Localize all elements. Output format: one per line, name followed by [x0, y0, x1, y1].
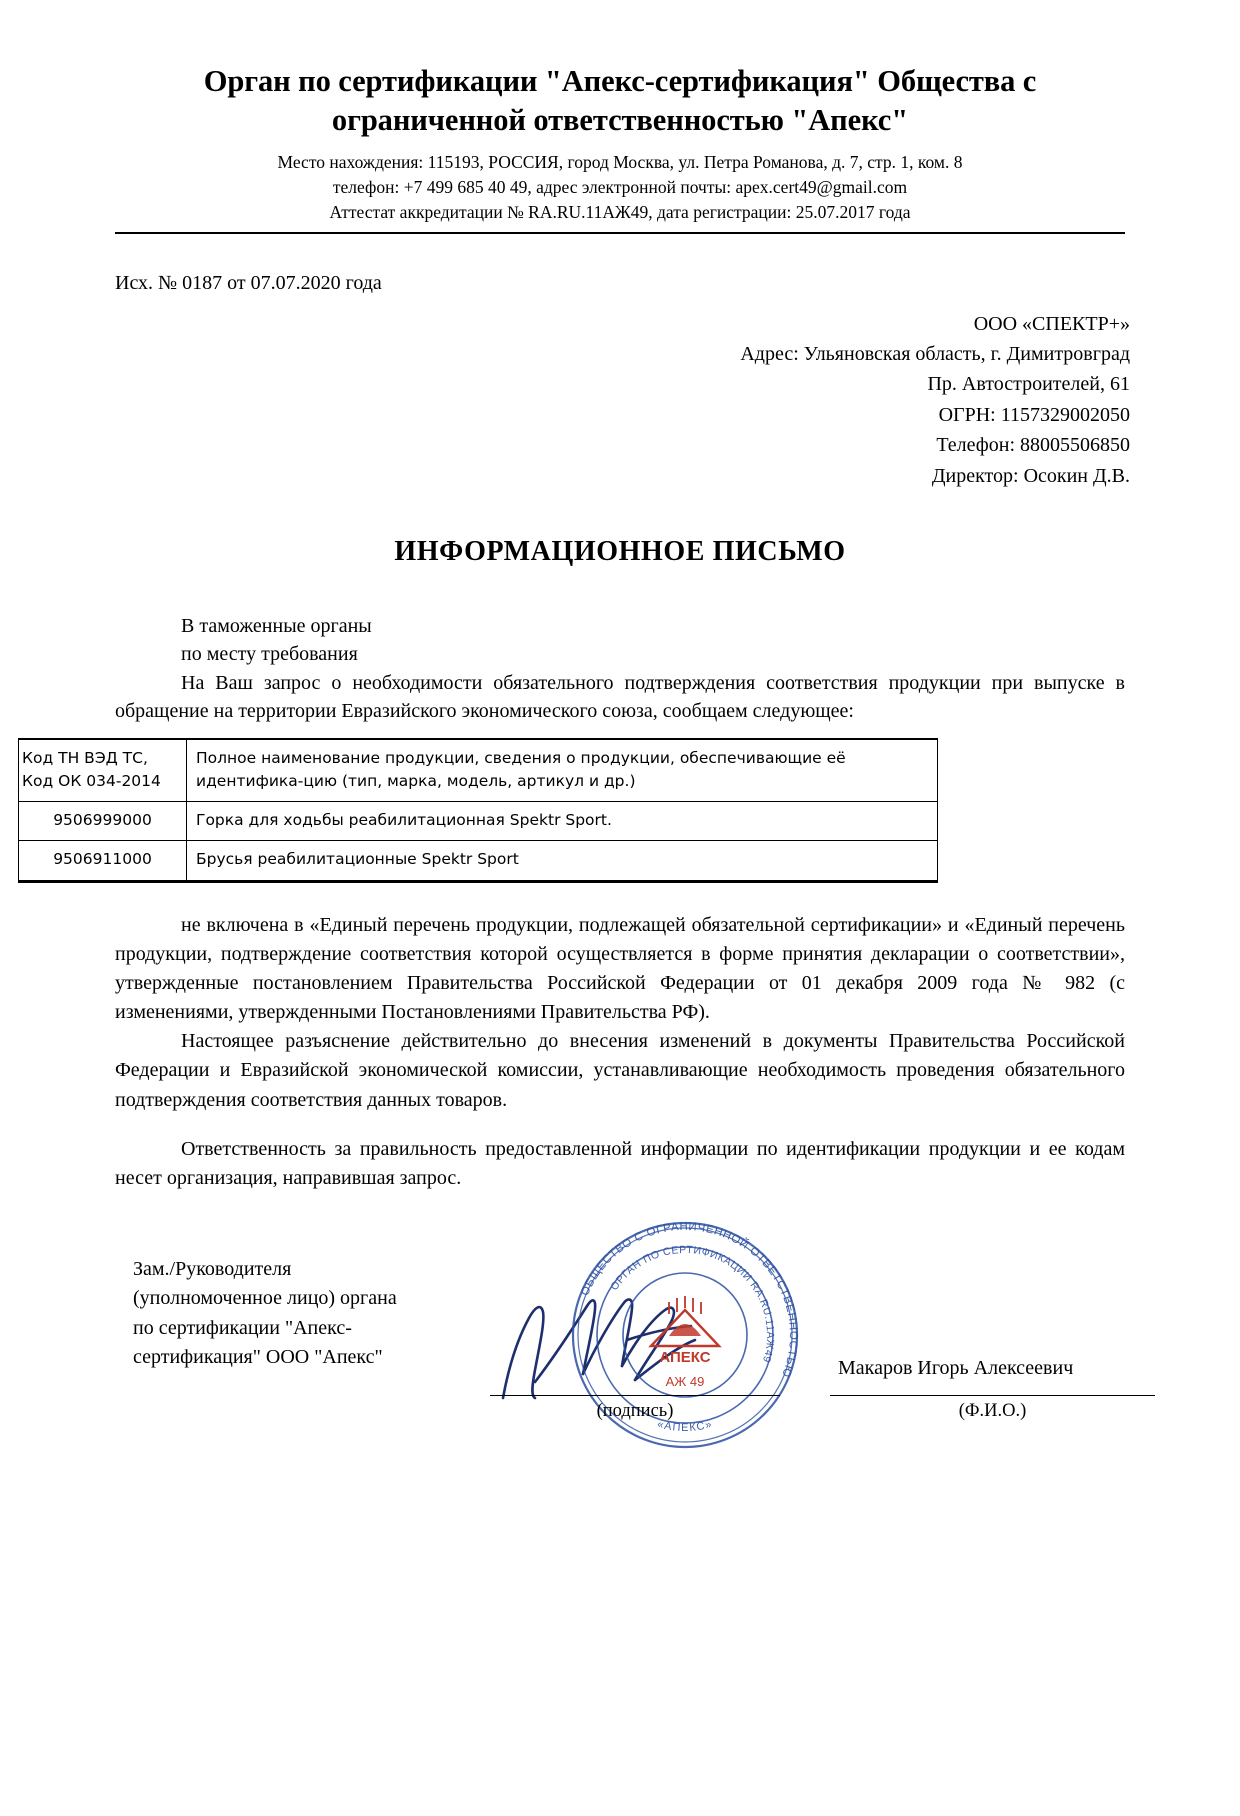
organization-address: Место нахождения: 115193, РОССИЯ, город Москва, ул. Петра Романова, д. 7, стр. 1, ком. 8: [277, 152, 963, 173]
table-bottom-rule: [18, 881, 938, 883]
body-paragraph-1: не включена в «Единый перечень продукции, подлежащей обязательной сертификации» и «Единый перечень продукции, подтверждение соответствия которой осуществляется в форме принятия декларации о соответствии», утвержденные постановлением Правительства Российской Федерации от 01 декабря 2009 года № 982 (с изменениями, утвержденными Постановлениями Правительства РФ).: [115, 913, 1125, 1024]
table-header-row: [19, 739, 938, 802]
organization-accreditation: Аттестат аккредитации № RA.RU.11АЖ49, дата регистрации: 25.07.2017 года: [329, 201, 911, 222]
svg-text:ОБЩЕСТВО С ОГРАНИЧЕННОЙ ОТВЕТС: ОБЩЕСТВО С ОГРАНИЧЕННОЙ ОТВЕТСТВЕННОСТЬЮ: [579, 1221, 800, 1380]
signature-rule-left: [490, 1395, 780, 1396]
body-paragraph-3: Ответственность за правильность предоставленной информации по идентификации продукции и ее кодам несет организация, направившая запрос.: [115, 1137, 1125, 1189]
intro-paragraph: На Ваш запрос о необходимости обязательного подтверждения соответствия продукции при выпуске в обращение на территории Евразийского экономического союза, сообщаем следующее:: [115, 671, 1125, 723]
signature-caption: (подпись): [596, 1401, 674, 1422]
product-table: [18, 738, 938, 881]
signatory-role: [133, 1255, 397, 1372]
body-paragraph-2: Настоящее разъяснение действительно до внесения изменений в документы Правительства Российской Федерации и Евразийской экономической комиссии, устанавливающие необходимость проведения обязательного подтверждения соответствия данных товаров.: [115, 1030, 1125, 1111]
table-cell-code: 9506999000: [19, 802, 187, 841]
signatory-role-line-3: по сертификации "Апекс-: [133, 1316, 352, 1339]
table-header-code: [19, 739, 187, 802]
letterhead: [115, 62, 1125, 234]
organization-title: Орган по сертификации "Апекс-сертификация" Общества с ограниченной ответственностью "Апекс": [203, 64, 1037, 138]
signature-rule-right: [830, 1395, 1155, 1396]
signatory-role-line-2: (уполномоченное лицо) органа: [133, 1287, 397, 1310]
organization-contacts: [115, 150, 1125, 225]
table-header-desc-line1: Полное наименование продукции, сведения о продукции, обеспечивающие её: [196, 748, 846, 767]
table-cell-desc: Горка для ходьбы реабилитационная Spektr Sport.: [187, 802, 938, 841]
addressee-org: ООО «СПЕКТР+»: [973, 312, 1130, 335]
svg-text:ОРГАН ПО СЕРТИФИКАЦИИ RA.RU.1: ОРГАН ПО СЕРТИФИКАЦИИ RA.RU.11АЖ49: [608, 1244, 777, 1365]
addressee-ogrn: ОГРН: 1157329002050: [938, 403, 1130, 426]
intro-block: [115, 612, 1125, 726]
svg-text:АЖ 49: АЖ 49: [665, 1374, 705, 1390]
addressee-phone: Телефон: 88005506850: [936, 434, 1130, 457]
table-header-desc: [187, 739, 938, 802]
table-header-code-line2: Код ОК 034-2014: [22, 771, 161, 790]
addressee-street: Пр. Автостроителей, 61: [927, 373, 1130, 396]
table-header-desc-line2: идентифика-цию (тип, марка, модель, артикул и др.): [196, 771, 636, 790]
paragraph-spacer: [115, 1115, 1125, 1135]
table-cell-code: 9506911000: [19, 841, 187, 880]
signature-area: [0, 1221, 1240, 1495]
header-divider: [115, 232, 1125, 234]
addressee-address: Адрес: Ульяновская область, г. Димитровград: [740, 342, 1130, 365]
official-stamp-icon: [560, 1210, 810, 1460]
table-row: [19, 802, 938, 841]
document-title: ИНФОРМАЦИОННОЕ ПИСЬМО: [394, 535, 846, 567]
table-row: [19, 841, 938, 880]
intro-line-2: по месту требования: [181, 643, 358, 666]
intro-line-1: В таможенные органы: [181, 614, 372, 637]
addressee-director: Директор: Осокин Д.В.: [931, 464, 1130, 487]
outgoing-number: Исх. № 0187 от 07.07.2020 года: [115, 271, 382, 294]
fio-caption: (Ф.И.О.): [958, 1401, 1027, 1422]
table-cell-desc: Брусья реабилитационные Spektr Sport: [187, 841, 938, 880]
body-block: [115, 911, 1125, 1194]
svg-text:АПЕКС: АПЕКС: [659, 1349, 711, 1367]
organization-phone-email: телефон: +7 499 685 40 49, адрес электронной почты: apex.cert49@gmail.com: [332, 176, 908, 197]
signatory-name: Макаров Игорь Алексеевич: [838, 1357, 1074, 1380]
signatory-role-line-4: сертификация" ООО "Апекс": [133, 1345, 383, 1368]
addressee-block: [0, 309, 1130, 491]
document-page: [0, 62, 1240, 1816]
svg-text:«АПЕКС»: «АПЕКС»: [656, 1418, 714, 1435]
table-header-code-line1: Код ТН ВЭД ТС,: [22, 748, 148, 767]
signatory-role-line-1: Зам./Руководителя: [133, 1258, 292, 1281]
handwritten-signature-icon: [495, 1270, 735, 1410]
